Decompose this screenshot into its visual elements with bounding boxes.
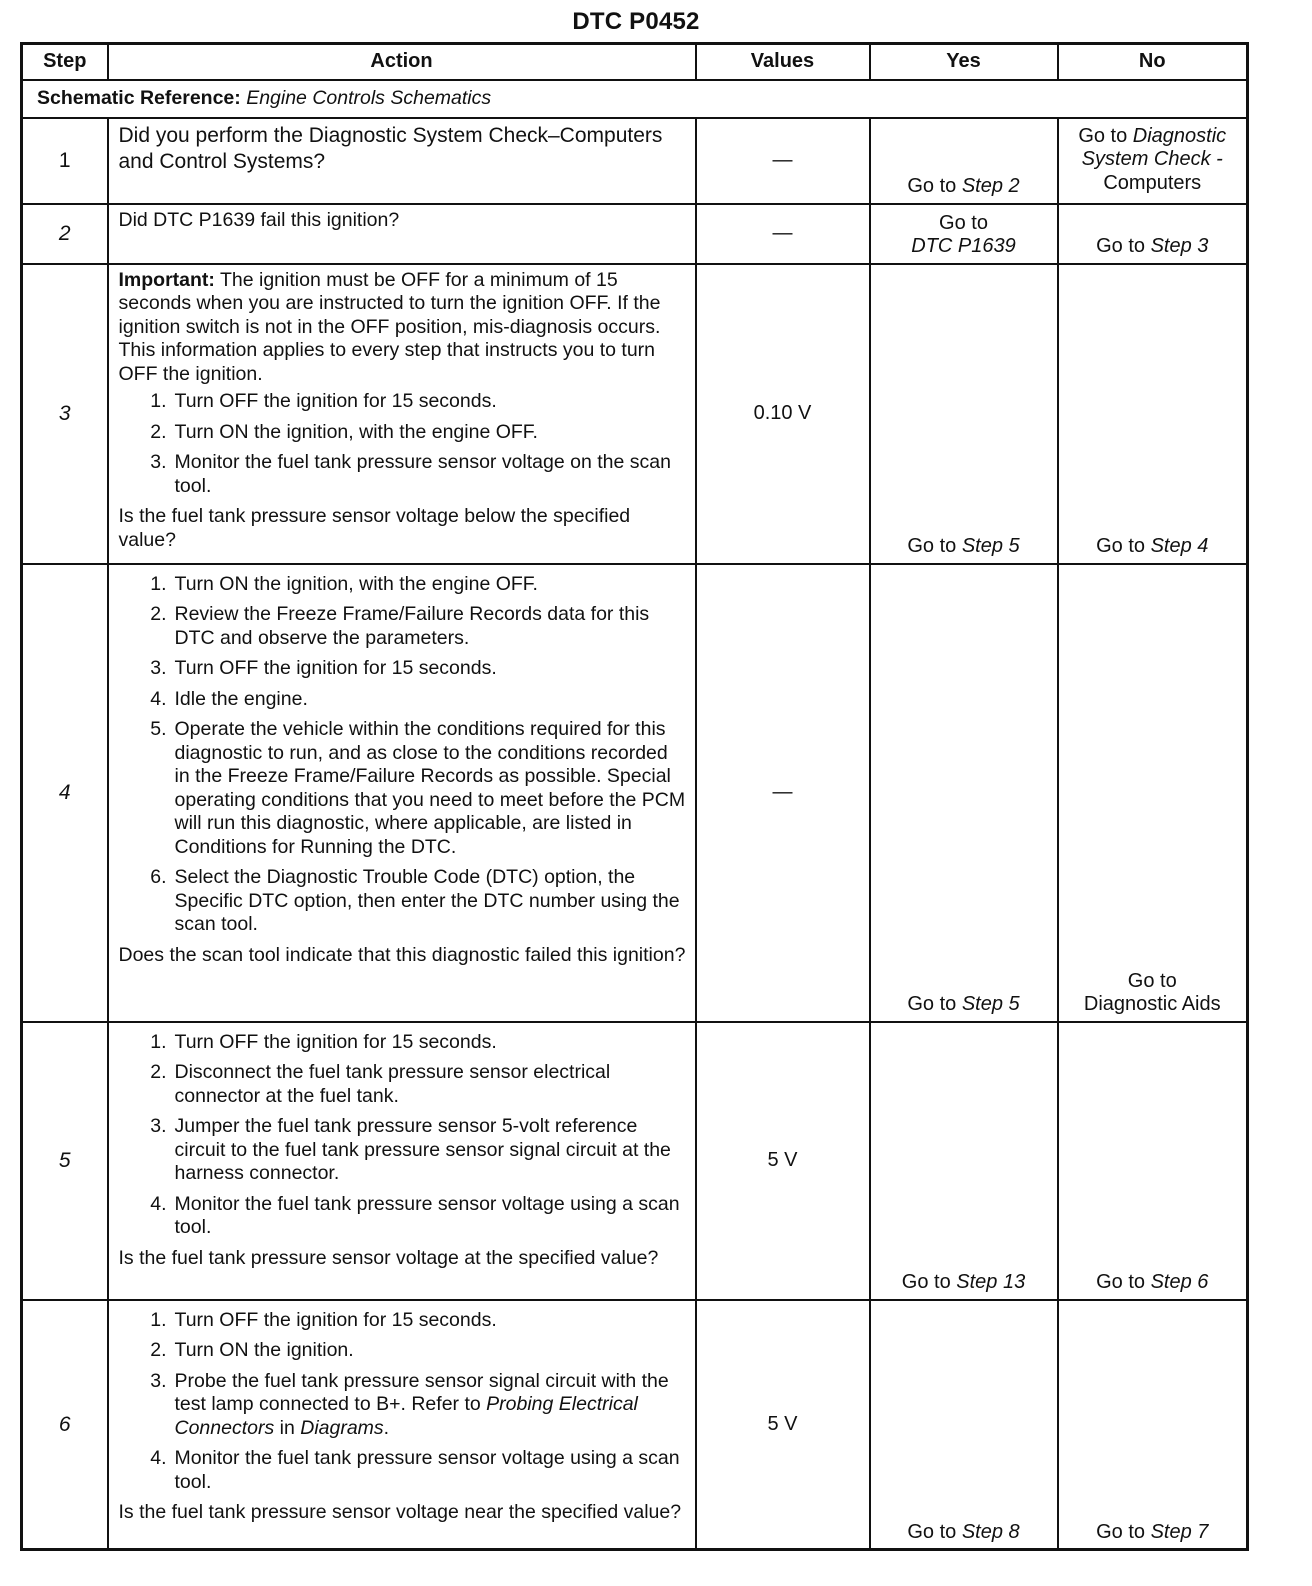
no-prefix: Go to	[1096, 235, 1151, 257]
no-link[interactable]: Step 3	[1150, 235, 1209, 257]
list-item: 4. Idle the engine.	[150, 687, 308, 710]
yes-link[interactable]: DTC P1639	[911, 235, 1016, 257]
table-row	[22, 264, 1248, 564]
yes-cell	[870, 1300, 1058, 1550]
step-number: 3	[22, 264, 108, 564]
list-item: 2. Turn ON the ignition.	[150, 1339, 354, 1361]
step-number: 1	[22, 118, 108, 204]
schematic-label: Schematic Reference:	[37, 87, 241, 109]
table-row	[22, 1300, 1248, 1550]
important-text: The ignition must be OFF for a minimum of 15 seconds when you are instructed to turn the ignition OFF. If the ignition switch is not in the OFF position, mis-diagnosis occurs. This information applies to every step that instructs you to turn OFF the ignition.	[118, 268, 661, 385]
list-item: 2. Review the Freeze Frame/Failure Records data for this DTC and observe the parameters.	[150, 603, 650, 649]
no-link[interactable]: Diagnostic System Check -	[1081, 124, 1227, 170]
yes-prefix: Go to	[907, 1520, 962, 1543]
no-cell	[1058, 1300, 1248, 1550]
list-item: 1. Turn OFF the ignition for 15 seconds.	[150, 1030, 497, 1053]
no-cell	[1058, 564, 1248, 1022]
list-item: 1. Turn ON the ignition, with the engine OFF.	[150, 572, 538, 595]
action-cell	[108, 204, 696, 264]
list-item: 4. Monitor the fuel tank pressure sensor voltage using a scan tool.	[150, 1192, 680, 1238]
step-number: 6	[22, 1300, 108, 1550]
table-row	[22, 204, 1248, 264]
value-cell: —	[696, 204, 870, 264]
question-text: Is the fuel tank pressure sensor voltage at the specified value?	[118, 1246, 659, 1269]
yes-link[interactable]: Step 5	[961, 535, 1020, 557]
schematic-row	[22, 80, 1248, 118]
table-row	[22, 118, 1248, 204]
yes-link[interactable]: Step 2	[961, 175, 1020, 197]
value-cell: 0.10 V	[696, 264, 870, 564]
diagrams-link[interactable]: Diagrams	[300, 1416, 384, 1439]
yes-cell	[870, 118, 1058, 204]
yes-prefix: Go to	[907, 175, 962, 197]
list-item: 4. Monitor the fuel tank pressure sensor voltage using a scan tool.	[150, 1447, 680, 1493]
list-item: 2. Disconnect the fuel tank pressure sensor electrical connector at the fuel tank.	[150, 1061, 611, 1107]
question-text: Did DTC P1639 fail this ignition?	[118, 208, 400, 231]
no-prefix: Go to	[1078, 124, 1133, 147]
value-cell: 5 V	[696, 1022, 870, 1300]
step-number: 5	[22, 1022, 108, 1300]
question-text: Does the scan tool indicate that this diagnostic failed this ignition?	[118, 943, 686, 966]
list-item: 2. Turn ON the ignition, with the engine OFF.	[150, 420, 538, 443]
no-link[interactable]: Diagnostic Aids	[1083, 993, 1221, 1015]
schematic-link[interactable]: Engine Controls Schematics	[246, 87, 492, 109]
header-row	[22, 44, 1248, 81]
action-cell	[108, 118, 696, 204]
step-list	[119, 390, 687, 498]
action-cell	[108, 264, 696, 564]
no-link[interactable]: Step 7	[1150, 1520, 1209, 1543]
action-cell	[108, 1022, 696, 1300]
schematic-reference	[22, 80, 1248, 118]
action-cell	[108, 564, 696, 1022]
question-text: Did you perform the Diagnostic System Check–Computers and Control Systems?	[118, 123, 663, 173]
yes-cell	[870, 1022, 1058, 1300]
no-link[interactable]: Step 4	[1150, 535, 1209, 557]
list-item: 3. Probe the fuel tank pressure sensor signal circuit with the test lamp connected to B+. Refer to Probing Electrical Connectors in Diagrams.	[150, 1369, 669, 1439]
header-yes: Yes	[870, 44, 1058, 81]
yes-link[interactable]: Step 5	[961, 993, 1020, 1015]
list-item: 3. Monitor the fuel tank pressure sensor voltage on the scan tool.	[150, 451, 671, 497]
no-link[interactable]: Step 6	[1150, 1271, 1209, 1293]
header-step: Step	[22, 44, 108, 81]
yes-cell	[870, 264, 1058, 564]
step-list	[119, 1309, 687, 1495]
probing-link[interactable]: Probing Electrical Connectors	[174, 1393, 638, 1439]
no-prefix: Go to	[1127, 969, 1177, 992]
important-note	[119, 269, 687, 387]
question-text: Is the fuel tank pressure sensor voltage below the specified value?	[118, 505, 631, 551]
value-cell: —	[696, 118, 870, 204]
header-no: No	[1058, 44, 1248, 81]
list-item: 6. Select the Diagnostic Trouble Code (DTC) option, the Specific DTC option, then enter the DTC number using the scan tool.	[150, 866, 680, 935]
diagnostic-table	[20, 42, 1249, 1551]
yes-prefix: Go to	[907, 993, 962, 1015]
list-item: 3. Turn OFF the ignition for 15 seconds.	[150, 657, 497, 679]
list-item: 3. Jumper the fuel tank pressure sensor 5-volt reference circuit to the fuel tank pressure sensor signal circuit at the harness connector.	[150, 1115, 671, 1184]
yes-prefix: Go to	[907, 535, 962, 557]
no-prefix: Go to	[1096, 535, 1151, 557]
yes-link[interactable]: Step 8	[961, 1520, 1020, 1543]
value-cell: —	[696, 564, 870, 1022]
table-row	[22, 1022, 1248, 1300]
no-suffix: Computers	[1103, 171, 1202, 194]
header-action: Action	[108, 44, 696, 81]
question-text: Is the fuel tank pressure sensor voltage near the specified value?	[118, 1501, 682, 1523]
no-cell	[1058, 264, 1248, 564]
action-cell	[108, 1300, 696, 1550]
list-item: 1. Turn OFF the ignition for 15 seconds.	[150, 1308, 497, 1331]
no-cell	[1058, 1022, 1248, 1300]
no-prefix: Go to	[1096, 1520, 1151, 1543]
no-cell	[1058, 204, 1248, 264]
page-title: DTC P0452	[572, 8, 700, 35]
value-cell: 5 V	[696, 1300, 870, 1550]
yes-cell	[870, 204, 1058, 264]
yes-prefix: Go to	[901, 1271, 957, 1293]
header-values: Values	[696, 44, 870, 81]
list-item: 1. Turn OFF the ignition for 15 seconds.	[150, 390, 497, 412]
yes-prefix: Go to	[939, 211, 988, 234]
yes-link[interactable]: Step 13	[956, 1271, 1026, 1293]
table-row	[22, 564, 1248, 1022]
yes-cell	[870, 564, 1058, 1022]
step-number: 2	[22, 204, 108, 264]
step-number: 4	[22, 564, 108, 1022]
step-list	[119, 573, 687, 937]
step-list	[119, 1031, 687, 1240]
no-cell	[1058, 118, 1248, 204]
list-item: 5. Operate the vehicle within the conditions required for this diagnostic to run, and as close to the conditions recorded in the Freeze Frame/Failure Records as possible. Special operating conditions that you need to meet before the PCM will run this diagnostic, where applicable, are listed in Conditions for Running the DTC.	[150, 718, 686, 858]
important-label: Important:	[118, 268, 215, 291]
no-prefix: Go to	[1096, 1271, 1151, 1293]
